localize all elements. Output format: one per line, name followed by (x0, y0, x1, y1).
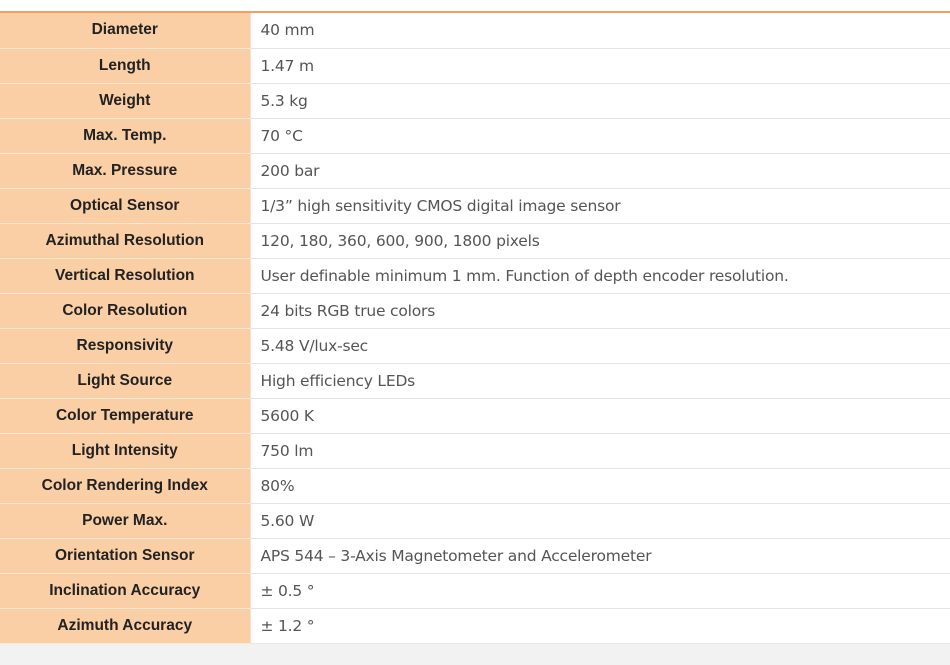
spec-value: 750 lm (250, 433, 950, 468)
spec-label: Orientation Sensor (0, 538, 250, 573)
spec-value: 1.47 m (250, 48, 950, 83)
spec-value: 5.60 W (250, 503, 950, 538)
spec-value: 70 °C (250, 118, 950, 153)
table-row (0, 608, 950, 643)
specifications-table (0, 13, 950, 644)
table-row (0, 153, 950, 188)
spec-label: Color Rendering Index (0, 468, 250, 503)
spec-value: 5.48 V/lux-sec (250, 328, 950, 363)
table-row (0, 48, 950, 83)
spec-label: Weight (0, 83, 250, 118)
spec-label: Light Intensity (0, 433, 250, 468)
page-top-strip (0, 0, 950, 11)
table-row (0, 573, 950, 608)
table-row (0, 223, 950, 258)
spec-value: ± 1.2 ° (250, 608, 950, 643)
table-row (0, 258, 950, 293)
spec-value: User definable minimum 1 mm. Function of depth encoder resolution. (250, 258, 950, 293)
spec-value: 5.3 kg (250, 83, 950, 118)
spec-value: 24 bits RGB true colors (250, 293, 950, 328)
spec-label: Vertical Resolution (0, 258, 250, 293)
spec-label: Color Resolution (0, 293, 250, 328)
spec-label: Color Temperature (0, 398, 250, 433)
table-row (0, 363, 950, 398)
table-row (0, 118, 950, 153)
spec-value: 120, 180, 360, 600, 900, 1800 pixels (250, 223, 950, 258)
spec-label: Power Max. (0, 503, 250, 538)
spec-label: Inclination Accuracy (0, 573, 250, 608)
table-row (0, 328, 950, 363)
spec-label: Max. Pressure (0, 153, 250, 188)
spec-value: ± 0.5 ° (250, 573, 950, 608)
table-row (0, 293, 950, 328)
spec-label: Light Source (0, 363, 250, 398)
spec-value: High efficiency LEDs (250, 363, 950, 398)
table-row (0, 188, 950, 223)
spec-label: Azimuth Accuracy (0, 608, 250, 643)
spec-value: 40 mm (250, 13, 950, 48)
specifications-table-body (0, 13, 950, 643)
table-row (0, 503, 950, 538)
spec-value: 200 bar (250, 153, 950, 188)
spec-value: 80% (250, 468, 950, 503)
spec-label: Azimuthal Resolution (0, 223, 250, 258)
table-row (0, 538, 950, 573)
spec-value: 5600 K (250, 398, 950, 433)
table-row (0, 468, 950, 503)
spec-label: Max. Temp. (0, 118, 250, 153)
table-row (0, 13, 950, 48)
spec-label: Responsivity (0, 328, 250, 363)
spec-value: 1/3” high sensitivity CMOS digital image sensor (250, 188, 950, 223)
spec-label: Optical Sensor (0, 188, 250, 223)
table-row (0, 433, 950, 468)
spec-value: APS 544 – 3-Axis Magnetometer and Accelerometer (250, 538, 950, 573)
table-row (0, 83, 950, 118)
table-row (0, 398, 950, 433)
spec-label: Diameter (0, 13, 250, 48)
spec-label: Length (0, 48, 250, 83)
